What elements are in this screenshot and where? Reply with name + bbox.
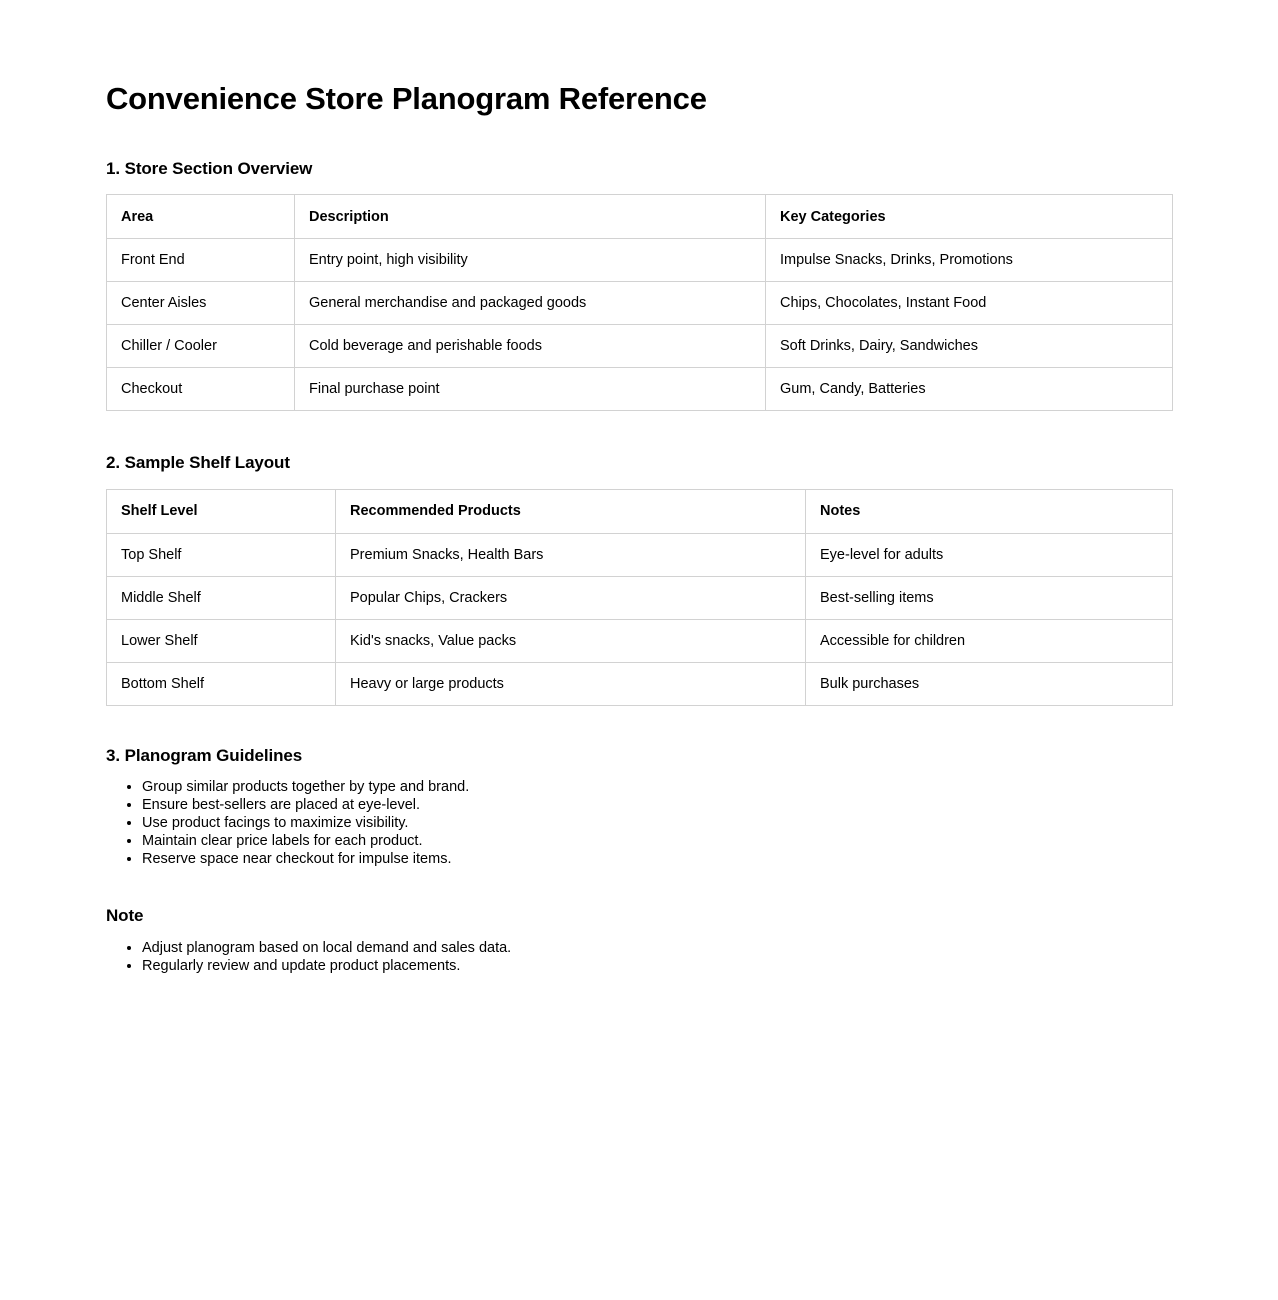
cell-recommended-products: Heavy or large products [336, 662, 806, 705]
cell-key-categories: Impulse Snacks, Drinks, Promotions [766, 239, 1173, 282]
table-row [107, 619, 1173, 662]
cell-key-categories: Chips, Chocolates, Instant Food [766, 282, 1173, 325]
table-header-row [107, 489, 1173, 533]
cell-shelf-level: Lower Shelf [107, 619, 336, 662]
table-row [107, 239, 1173, 282]
list-item: • Use product facings to maximize visibility. [142, 814, 1172, 832]
list-item: • Maintain clear price labels for each product. [142, 832, 1172, 850]
section-heading-overview: 1. Store Section Overview [106, 159, 313, 179]
cell-recommended-products: Kid's snacks, Value packs [336, 619, 806, 662]
cell-area: Chiller / Cooler [107, 325, 295, 368]
cell-description: Final purchase point [295, 368, 766, 411]
table-header-row [107, 195, 1173, 239]
cell-recommended-products: Popular Chips, Crackers [336, 576, 806, 619]
document-content [106, 0, 1172, 975]
planogram-guidelines-list [106, 778, 1172, 868]
store-section-overview-table [106, 194, 1173, 411]
table-row [107, 368, 1173, 411]
cell-notes: Bulk purchases [806, 662, 1173, 705]
cell-recommended-products: Premium Snacks, Health Bars [336, 533, 806, 576]
section-heading-guidelines: 3. Planogram Guidelines [106, 745, 303, 765]
table-row [107, 325, 1173, 368]
list-item: • Reserve space near checkout for impulse items. [142, 850, 1172, 868]
cell-area: Front End [107, 239, 295, 282]
cell-notes: Best-selling items [806, 576, 1173, 619]
column-header-recommended-products: Recommended Products [336, 489, 806, 533]
cell-area: Center Aisles [107, 282, 295, 325]
cell-description: Cold beverage and perishable foods [295, 325, 766, 368]
page-title: Convenience Store Planogram Reference [106, 81, 707, 116]
table-row [107, 576, 1173, 619]
section-heading-note: Note [106, 906, 144, 926]
table-row [107, 662, 1173, 705]
column-header-key-categories: Key Categories [766, 195, 1173, 239]
column-header-description: Description [295, 195, 766, 239]
cell-key-categories: Gum, Candy, Batteries [766, 368, 1173, 411]
list-item: • Regularly review and update product placements. [142, 957, 1172, 975]
note-list [106, 939, 1172, 975]
cell-shelf-level: Bottom Shelf [107, 662, 336, 705]
list-item: • Adjust planogram based on local demand and sales data. [142, 939, 1172, 957]
list-item: • Group similar products together by type and brand. [142, 778, 1172, 796]
section-heading-shelf-layout: 2. Sample Shelf Layout [106, 453, 290, 473]
sample-shelf-layout-table [106, 489, 1173, 706]
cell-key-categories: Soft Drinks, Dairy, Sandwiches [766, 325, 1173, 368]
table-row [107, 533, 1173, 576]
list-item: • Ensure best-sellers are placed at eye-level. [142, 796, 1172, 814]
cell-notes: Eye-level for adults [806, 533, 1173, 576]
cell-shelf-level: Top Shelf [107, 533, 336, 576]
cell-area: Checkout [107, 368, 295, 411]
table-row [107, 282, 1173, 325]
column-header-shelf-level: Shelf Level [107, 489, 336, 533]
column-header-area: Area [107, 195, 295, 239]
cell-description: Entry point, high visibility [295, 239, 766, 282]
cell-notes: Accessible for children [806, 619, 1173, 662]
column-header-notes: Notes [806, 489, 1173, 533]
cell-shelf-level: Middle Shelf [107, 576, 336, 619]
cell-description: General merchandise and packaged goods [295, 282, 766, 325]
